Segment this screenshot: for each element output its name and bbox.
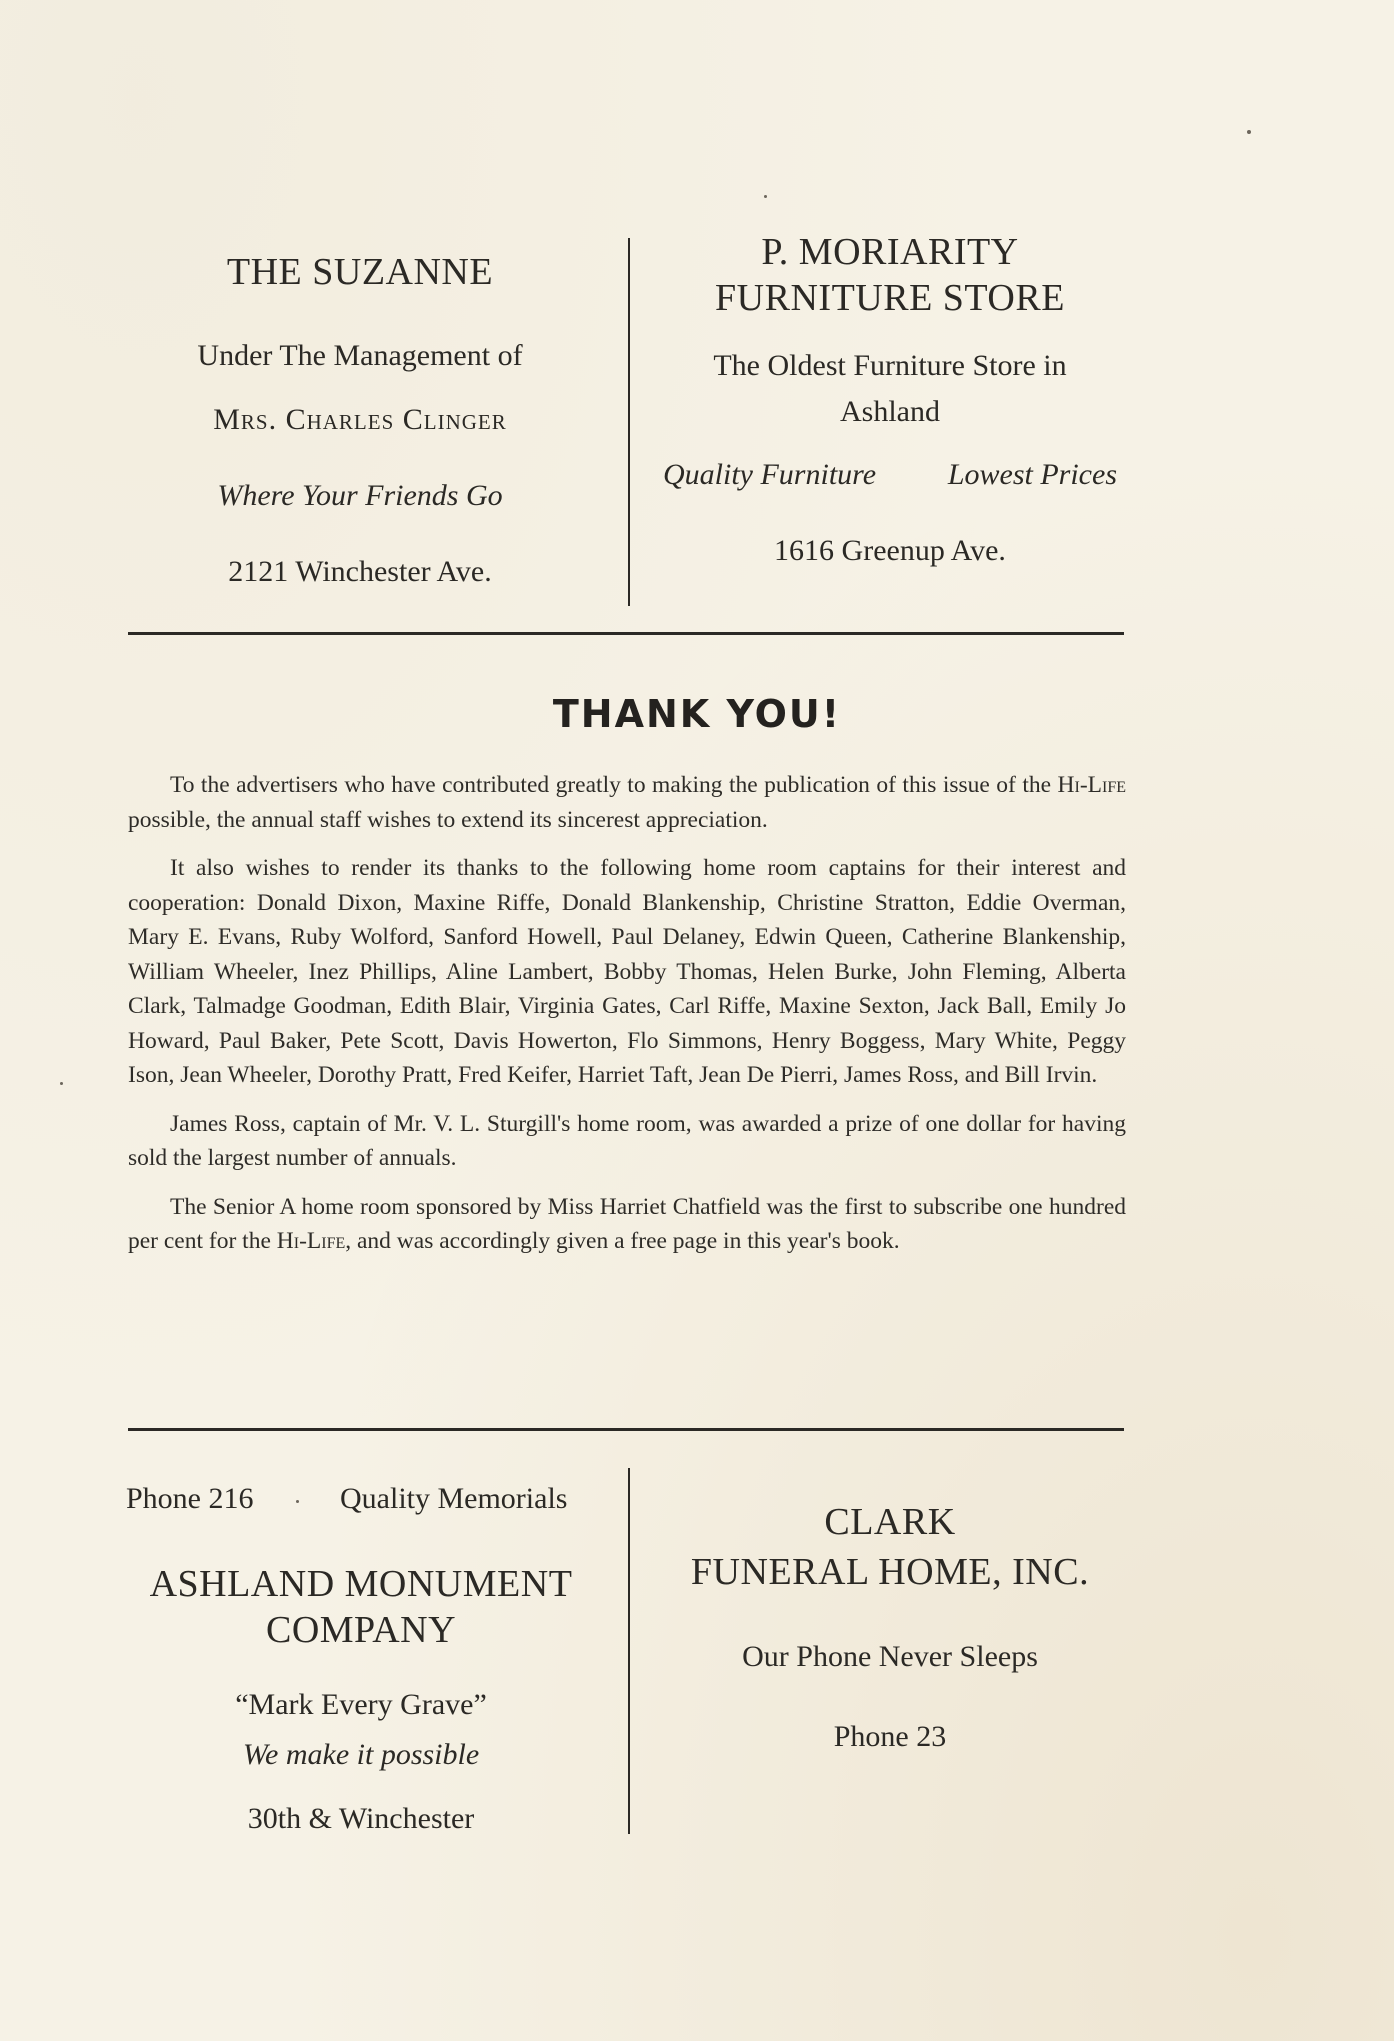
thanks-paragraph-prize: James Ross, captain of Mr. V. L. Sturgill's home room, was awarded a prize of one dollar for having sold the largest number of annuals. [128,1110,1126,1171]
clark-title-line2: FUNERAL HOME, INC. [690,1550,1090,1593]
bottom-divider-horizontal [128,1428,1124,1431]
monument-ad [120,1562,602,1837]
thank-you-heading: THANK YOU! [552,692,842,736]
top-divider-vertical [628,238,630,606]
moriarity-description: The Oldest Furniture Store in Ashland [713,349,1067,429]
top-divider-horizontal [128,632,1124,635]
moriarity-title-line1: P. MORIARITY [761,231,1019,273]
moriarity-title-line2: FURNITURE STORE [715,276,1065,319]
moriarity-ad [655,230,1125,569]
suzanne-manager: Mrs. Charles Clinger [213,402,507,436]
clark-title-line1: CLARK [824,1501,956,1543]
suzanne-title: THE SUZANNE [226,251,494,293]
moriarity-address: 1616 Greenup Ave. [774,534,1006,568]
monument-address: 30th & Winchester [247,1802,475,1836]
hi-life-name: Hi-Life [1057,772,1126,798]
thanks-paragraph-captains: It also wishes to render its thanks to the following home room captains for their interest and cooperation: Donald Dixon, Maxine Riffe, Donald Blankenship, Christine Stratton, Eddie Overman, Mary E. Evans, Ruby Wolford, Sanford Howell, Paul Delaney, Edwin Queen, Catherine Blankenship, William Wheeler, Inez Phillips, Aline Lambert, Bobby Thomas, Helen Burke, John Fleming, Alberta Clark, Talmadge Goodman, Edith Blair, Virginia Gates, Carl Riffe, Maxine Sexton, Jack Ball, Emily Jo Howard, Paul Baker, Pete Scott, Davis Howerton, Flo Simmons, Henry Boggess, Mary White, Peggy Ison, Jean Wheeler, Dorothy Pratt, Fred Keifer, Harriet Taft, Jean De Pierri, James Ross, and Bill Irvin. [128,855,1126,1088]
hi-life-name: Hi-Life [276,1228,346,1254]
suzanne-management-line: Under The Management of [197,338,523,372]
thanks-paragraph-advertisers: To the advertisers who have contributed greatly to making the publication of this issue of the Hi-Life possible, the annual staff wishes to extend its sincerest appreciation. [128,772,1126,833]
clark-ad [655,1500,1125,1755]
suzanne-slogan: Where Your Friends Go [217,478,503,512]
paper-speck [296,1500,299,1503]
clark-phone: Phone 23 [833,1720,947,1754]
monument-title-line1: ASHLAND MONUMENT [149,1563,573,1605]
monument-phone: Phone 216 [126,1482,254,1515]
moriarity-tags [655,457,1125,493]
bottom-divider-vertical [628,1468,630,1834]
paper-speck [1247,130,1251,134]
monument-tagline: Quality Memorials [340,1482,568,1515]
moriarity-tag-prices: Lowest Prices [947,458,1117,492]
monument-slogan: We make it possible [242,1738,480,1772]
monument-title-line2: COMPANY [265,1608,457,1651]
clark-slogan: Our Phone Never Sleeps [742,1640,1038,1674]
monument-motto: “Mark Every Grave” [235,1688,487,1722]
paper-speck [764,195,767,198]
thanks-paragraph-senior-a: The Senior A home room sponsored by Miss Harriet Chatfield was the first to subscribe one hundred per cent for the Hi-Life, and was accordingly given a free page in this year's book. [128,1193,1126,1254]
suzanne-address: 2121 Winchester Ave. [228,554,492,588]
thank-you-body [128,768,1126,1273]
suzanne-ad [150,250,570,590]
moriarity-tag-quality: Quality Furniture [663,458,877,492]
paper-speck [60,1082,63,1085]
